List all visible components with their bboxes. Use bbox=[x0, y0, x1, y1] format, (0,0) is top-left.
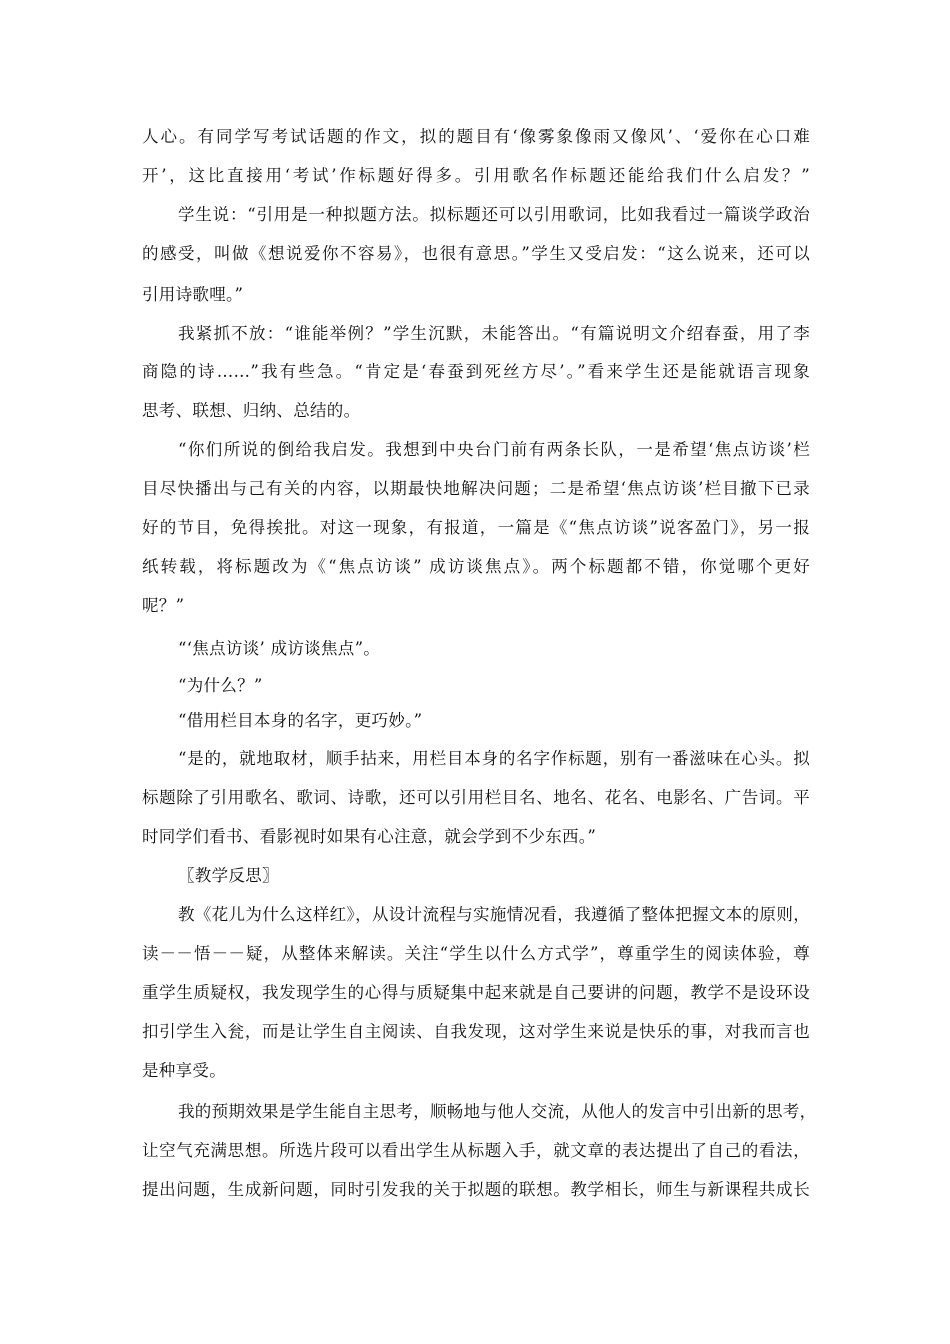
section-heading: 〖教学反思〗 bbox=[178, 866, 279, 885]
text-line: 读－－悟－－疑，从整体来解读。关注“学生以什么方式学”，尊重学生的阅读体验，尊 bbox=[142, 944, 810, 963]
text-line: 目尽快播出与己有关的内容，以期最快地解决问题；二是希望‘焦点访谈’栏目撤下已录 bbox=[142, 479, 810, 498]
text-line: 人心。有同学写考试话题的作文，拟的题目有‘像雾象像雨又像风’、‘爱你在心口难 bbox=[142, 127, 810, 146]
text-line: 思考、联想、归纳、总结的。 bbox=[142, 401, 361, 420]
text-line: 纸转载，将标题改为《“焦点访谈” 成访谈焦点》。两个标题都不错，你觉哪个更好 bbox=[142, 557, 810, 576]
text-line: 开’，这比直接用‘考试’作标题好得多。引用歌名作标题还能给我们什么启发？” bbox=[142, 166, 810, 185]
text-line: “为什么？” bbox=[178, 676, 263, 695]
text-line: 提出问题，生成新问题，同时引发我的关于拟题的联想。教学相长，师生与新课程共成长 bbox=[142, 1180, 810, 1199]
text-line: 让空气充满思想。所选片段可以看出学生从标题入手，就文章的表达提出了自己的看法， bbox=[142, 1141, 810, 1160]
text-line: 引用诗歌哩。” bbox=[142, 285, 244, 304]
text-line: 教《花儿为什么这样红》，从设计流程与实施情况看，我遵循了整体把握文本的原则， bbox=[178, 905, 810, 924]
text-line: “是的，就地取材，顺手拈来，用栏目本身的名字作标题，别有一番滋味在心头。拟 bbox=[178, 749, 810, 768]
text-line: 的感受，叫做《想说爱你不容易》，也很有意思。”学生又受启发：“这么说来，还可以 bbox=[142, 244, 810, 263]
text-line: “你们所说的倒给我启发。我想到中央台门前有两条长队，一是希望‘焦点访谈’栏 bbox=[178, 440, 810, 459]
text-line: 好的节目，免得挨批。对这一现象，有报道，一篇是《“焦点访谈”说客盈门》，另一报 bbox=[142, 518, 810, 537]
text-line: “借用栏目本身的名字，更巧妙。” bbox=[178, 711, 423, 730]
text-line: 重学生质疑权，我发现学生的心得与质疑集中起来就是自己要讲的问题，教学不是设环设 bbox=[142, 983, 810, 1002]
text-line: 商隐的诗……”我有些急。“肯定是‘春蚕到死丝方尽’。”看来学生还是能就语言现象 bbox=[142, 362, 810, 381]
text-line: 是种享受。 bbox=[142, 1061, 226, 1080]
text-line: 扣引学生入瓮，而是让学生自主阅读、自我发现，这对学生来说是快乐的事，对我而言也 bbox=[142, 1022, 810, 1041]
text-line: 我紧抓不放：“谁能举例？”学生沉默，未能答出。“有篇说明文介绍春蚕，用了李 bbox=[178, 324, 810, 343]
text-line: “‘焦点访谈’ 成访谈焦点”。 bbox=[178, 639, 381, 658]
text-line: 呢？” bbox=[142, 596, 185, 615]
text-line: 时同学们看书、看影视时如果有心注意，就会学到不少东西。” bbox=[142, 827, 597, 846]
text-line: 标题除了引用歌名、歌词、诗歌，还可以引用栏目名、地名、花名、电影名、广告词。平 bbox=[142, 788, 810, 807]
text-line: 学生说：“引用是一种拟题方法。拟标题还可以引用歌词，比如我看过一篇谈学政治 bbox=[178, 205, 810, 224]
text-line: 我的预期效果是学生能自主思考，顺畅地与他人交流，从他人的发言中引出新的思考， bbox=[178, 1102, 817, 1121]
